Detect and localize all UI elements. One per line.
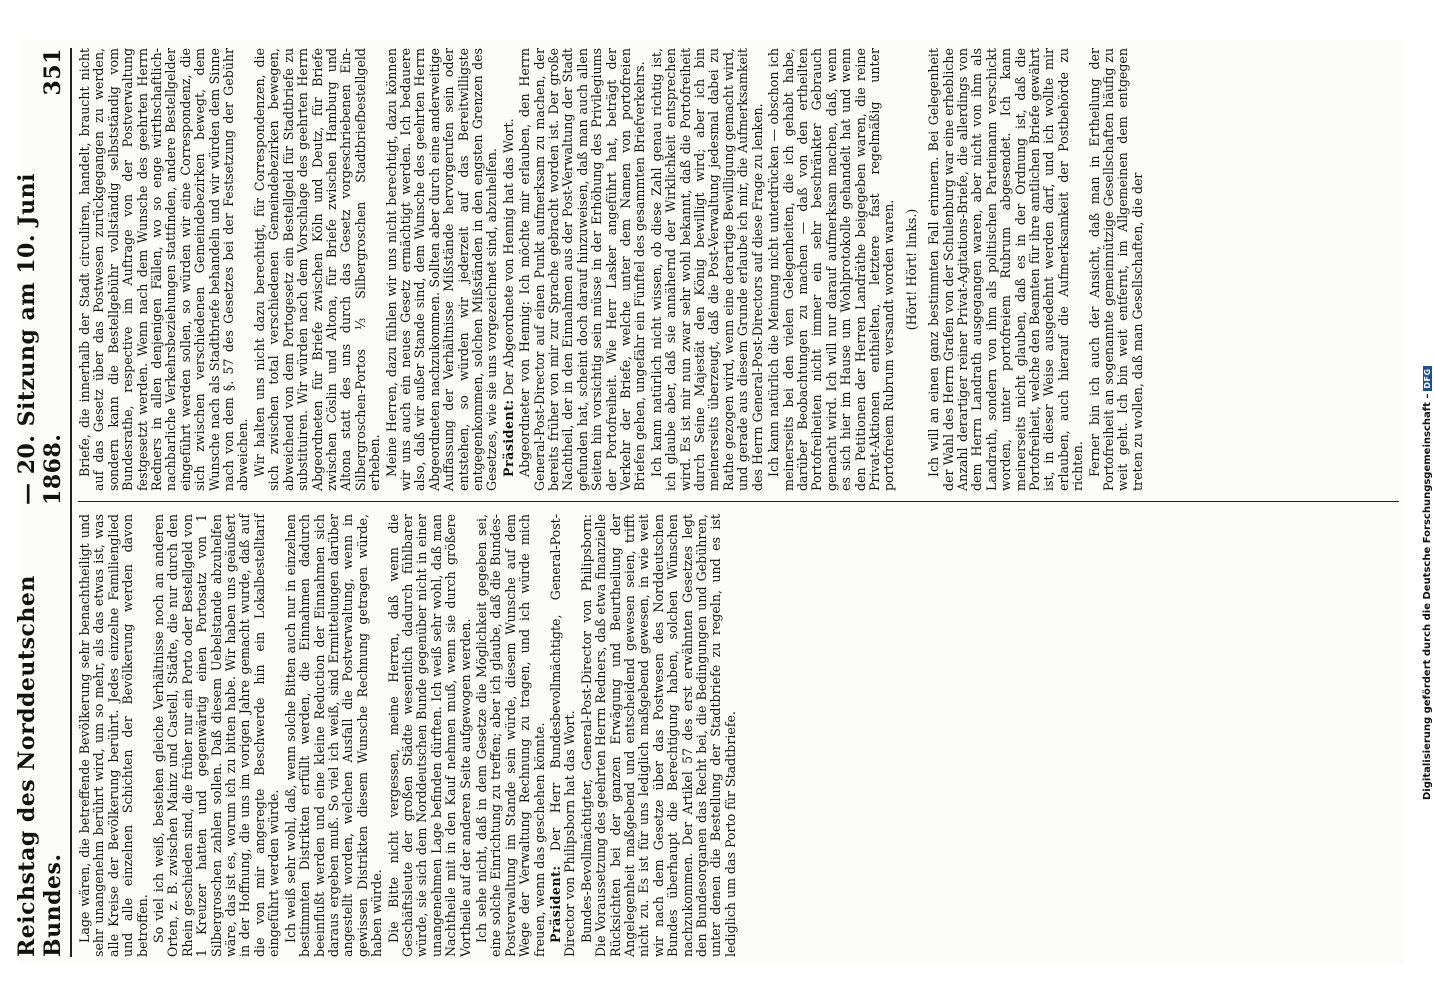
paragraph: Präsident: Der Herr Bundesbevollmächtigte, General-Post-Director von Philipsborn hat das Wort. bbox=[548, 514, 578, 957]
paragraph: Meine Herren, dazu fühlen wir uns nicht berechtigt, dazu können wir uns auch ein neues Gesetz ermächtigt werden. Ich bedauere also, daß wir außer Stande sind, dem Wunsche des geehrten Herrn Abgeordneten nachzukommen. Sollten aber durch eine anderweitige Auffassung der Verhältnisse Mißstände hervorgerufen sein oder entstehen, so würden wir jederzeit auf das Bereitwilligste entgegenkommen, solchen Mißständen in den engsten Grenzen des Gesetzes, wie sie uns vorgezeichnet sind, abzuhelfen. bbox=[383, 48, 500, 491]
paragraph: So viel ich weiß, bestehen gleiche Verhältnisse noch an anderen Orten, z. B. zwischen Mainz und Castell, Städte, die nur durch den Rhein geschieden sind, die früher nur ein Porto oder Bestellgeld von 1 Kreuzer hatten und gegenwärtig einen Portosatz von 1 Silbergroschen zahlen sollen. Daß diesem Uebelstande abzuhelfen wäre, das ist es, worum ich zu bitten habe. Wir haben uns geäußert in der Hoffnung, die uns im vorigen Jahre gemacht wurde, daß auf die von mir angeregte Beschwerde hin ein Lokalbestelltarif eingeführt werden würde. bbox=[151, 514, 282, 957]
text-columns bbox=[78, 48, 1399, 957]
paragraph: (Hört! Hört! links.) bbox=[903, 208, 919, 331]
paragraph: Die Bitte nicht vergessen, meine Herren, daß wenn die Geschäftsleute der großen Städte wesentlich dadurch fühlbarer würde, sie sich dem Norddeutschen Bunde gegenüber nicht in einer unangenehmen Lage befinden dürften. Ich weiß sehr wohl, daß man Nachtheile mit in den Kauf nehmen muß, wenn sie durch größere Vortheile auf der anderen Seite aufgewogen werden. bbox=[385, 514, 473, 957]
paragraph: Präsident: Der Abgeordnete von Hennig hat das Wort. bbox=[500, 118, 516, 477]
column-right bbox=[78, 48, 1399, 502]
paragraph: Abgeordneter von Hennig: Ich möchte mir erlauben, den Herrn General-Post-Director auf einen Punkt aufmerksam zu machen, der bereits früher von mir zur Sprache gebracht worden ist. Der große Nachtheil, der in den Einnahmen aus der Post-Verwaltung der Stadt gefunden hat, scheint doch darauf hinzuweisen, daß man auch allen Seiten hin vorsichtig sein müsse in der Erhöhung des Privilegiums der Portofreiheit. Wie Herr Lasker angeführt hat, beträgt der Verkehr der Briefe, welche unter dem Namen von portofreien Briefen gehen, ungefähr ein Fünftel des gesammten Briefverkehrs. bbox=[517, 48, 648, 491]
paragraph: Lage wären, die betreffende Bevölkerung sehr benachtheiligt und sehr unangenehm berührt wird, um so mehr, als das etwas ist, was alle Kreise der Bevölkerung berührt. Jedes einzelne Familienglied und alle einzelnen Schichten der Bevölkerung werden davon betroffen. bbox=[77, 514, 150, 957]
page-header bbox=[14, 48, 72, 957]
credit-text: Digitalisierung gefördert durch die Deutsche Forschungsgemeinschaft – bbox=[1421, 393, 1433, 800]
paragraph: Ich kann natürlich nicht wissen, ob diese Zahl genau richtig ist, ich glaube aber, daß sie annähernd der Wirklichkeit entsprechen wird. Es ist mir nun zwar sehr wohl bekannt, daß die Portofreiheit durch Seine Majestät den König bewilligt wird; aber ich bin meinerseits überzeugt, daß die Post-Verwaltung jedesmal dabei zu Rathe gezogen wird, wenn eine derartige Bewilligung gemacht wird, und gerade aus diesem Grunde erlaube ich mir, die Aufmerksamkeit des Herrn General-Post-Directors auf diese Frage zu lenken. bbox=[648, 48, 765, 491]
page-content-rotated bbox=[14, 40, 1405, 965]
scanned-page bbox=[14, 40, 1405, 965]
column-left bbox=[78, 514, 1399, 957]
header-right bbox=[14, 48, 66, 505]
running-title: Reichstag des Norddeutschen Bundes. bbox=[14, 575, 66, 957]
paragraph: Ferner bin ich auch der Ansicht, daß man in Ertheilung der Portofreiheit an sogenannte gemeinnützige Gesellschaften häufig zu weit geht. Ich bin weit entfernt, im Allgemeinen dem entgegen treten zu wollen, daß man Gesellschaften, die der bbox=[1086, 48, 1145, 491]
paragraph: Briefe, die innerhalb der Stadt circuliren, handelt, braucht nicht auf das Gesetz über das Postwesen zurückgegangen zu werden, sondern kann die Bestellgebühr vollständig selbstständig vom Bundesrathe, respective im Auftrage von der Postverwaltung festgesetzt werden. Wenn nach dem Wunsche des geehrten Herrn Redners in allen denjenigen Fällen, wo so enge wirthschaftlich-nachbarliche Verkehrsbeziehungen stattfinden, andere Bestellgelder eingeführt werden sollen, so würden wir eine Correspondenz, die sich zwischen verschiedenen Gemeindebezirken bewegt, dem Wunsche nach als Stadtbriefe behandeln und wir würden dem Sinne nach von dem §. 57 des Gesetzes bei der Festsetzung der Gebühr abweichen. bbox=[77, 48, 251, 491]
paragraph: Ich weiß sehr wohl, daß, wenn solche Bitten auch nur in einzelnen bestimmten Distrikten erfüllt werden, die Einnahmen dadurch beeinflußt werden und eine kleine Reduction der Einnahmen sich daraus ergeben muß. So viel ich weiß, sind Ermittelungen darüber angestellt worden, welchen Ausfall die Postverwaltung, wenn in gewissen Distrikten diesem Wunsche Rechnung getragen würde, haben würde. bbox=[282, 514, 385, 957]
paragraph: Ich sehe nicht, daß in dem Gesetze die Möglichkeit gegeben sei, eine solche Einrichtung zu treffen; aber ich glaube, daß die Bundes-Postverwaltung im Stande sein würde, diesem Wunsche auf dem Wege der Verwaltung Rechnung zu tragen, und ich würde mich freuen, wenn das geschehen könnte. bbox=[473, 514, 547, 957]
paragraph: Ich kann natürlich die Meinung nicht unterdrücken — obschon ich meinerseits bei den vielen Gelegenheiten, die ich gehabt habe, darüber Beobachtungen zu machen — daß von den ertheilten Portofreiheiten nicht immer ein sehr beschränkter Gebrauch gemacht wird. Ich will nur darauf aufmerksam machen, daß, wenn es sich hier im Hause um Wohlprotokolle gehandelt hat und wenn den Petitionen der Herren Landräthe beigegeben waren, die reine Privat-Aktionen enthielten, letztere fast regelmäßig unter portofreiem Rubrum versandt worden waren. bbox=[766, 48, 897, 491]
page-number: 351 bbox=[40, 48, 66, 96]
speaker-label: Präsident: bbox=[548, 865, 563, 943]
session-line: — 20. Sitzung am 10. Juni 1868. bbox=[14, 173, 66, 505]
paragraph: Ich will an einen ganz bestimmten Fall erinnern. Bei Gelegenheit der Wahl des Herrn Grafen von der Schulenburg war eine erhebliche Anzahl derartiger reiner Privat-Agitations-Briefe, die allerdings von dem Herrn Landrath ausgegangen waren, aber nicht von ihm als Landrath, sondern von ihm als politischen Parteimann verschickt worden, unter portofreiem Rubrum abgesendet. Ich kann meinerseits nicht glauben, daß es in der Ordnung ist, daß die Portofreiheit, welche den Beamten für ihre amtlichen Briefe gewährt ist, in dieser Weise ausgedehnt werden darf, und ich wollte mir erlauben, auch hierauf die Aufmerksamkeit der Postbehörde zu richten. bbox=[926, 48, 1086, 491]
dfg-logo: DFG bbox=[1422, 368, 1432, 389]
speaker-label: Präsident: bbox=[500, 399, 516, 477]
paragraph: Wir halten uns nicht dazu berechtigt, für Correspondenzen, die sich zwischen total verschiedenen Gemeindebezirken bewegen, abweichend von dem Portogesetz ein Bestellgeld für Stadtbriefe zu substituiren. Wir würden nach dem Vorschlage des geehrten Herrn Abgeordneten für Briefe zwischen Köln und Deutz, für Briefe zwischen Cöslin und Altona, für Briefe zwischen Hamburg und Altona statt des uns durch das Gesetz vorgeschriebenen Ein-Silbergroschen-Portos ⅓ Silbergroschen Stadtbriefbestellgeld erheben. bbox=[251, 48, 383, 491]
paragraph: Bundes-Bevollmächtigter, General-Post-Director von Philipsborn: Die Voraussetzung des geehrten Herrn Redners, daß etwa finanzielle Rücksichten bei der ganzen Erwägung und Beurtheilung der Angelegenheit maßgebend und entscheidend gewesen seien, trifft nicht zu. Es ist für uns lediglich maßgebend gewesen, in wie weit wir nach dem Gesetze über das Postwesen des Norddeutschen Bundes überhaupt die Berechtigung haben, solchen Wünschen nachzukommen. Der Artikel 57 des erst erwähnten Gesetzes legt den Bundesorganen das Recht bei, die Bedingungen und Gebühren, unter denen die Bestellung der Stadtbriefe zu regeln, und es ist lediglich um das Porto für Stadtbriefe. bbox=[578, 514, 738, 957]
digitization-credit bbox=[1420, 200, 1434, 800]
